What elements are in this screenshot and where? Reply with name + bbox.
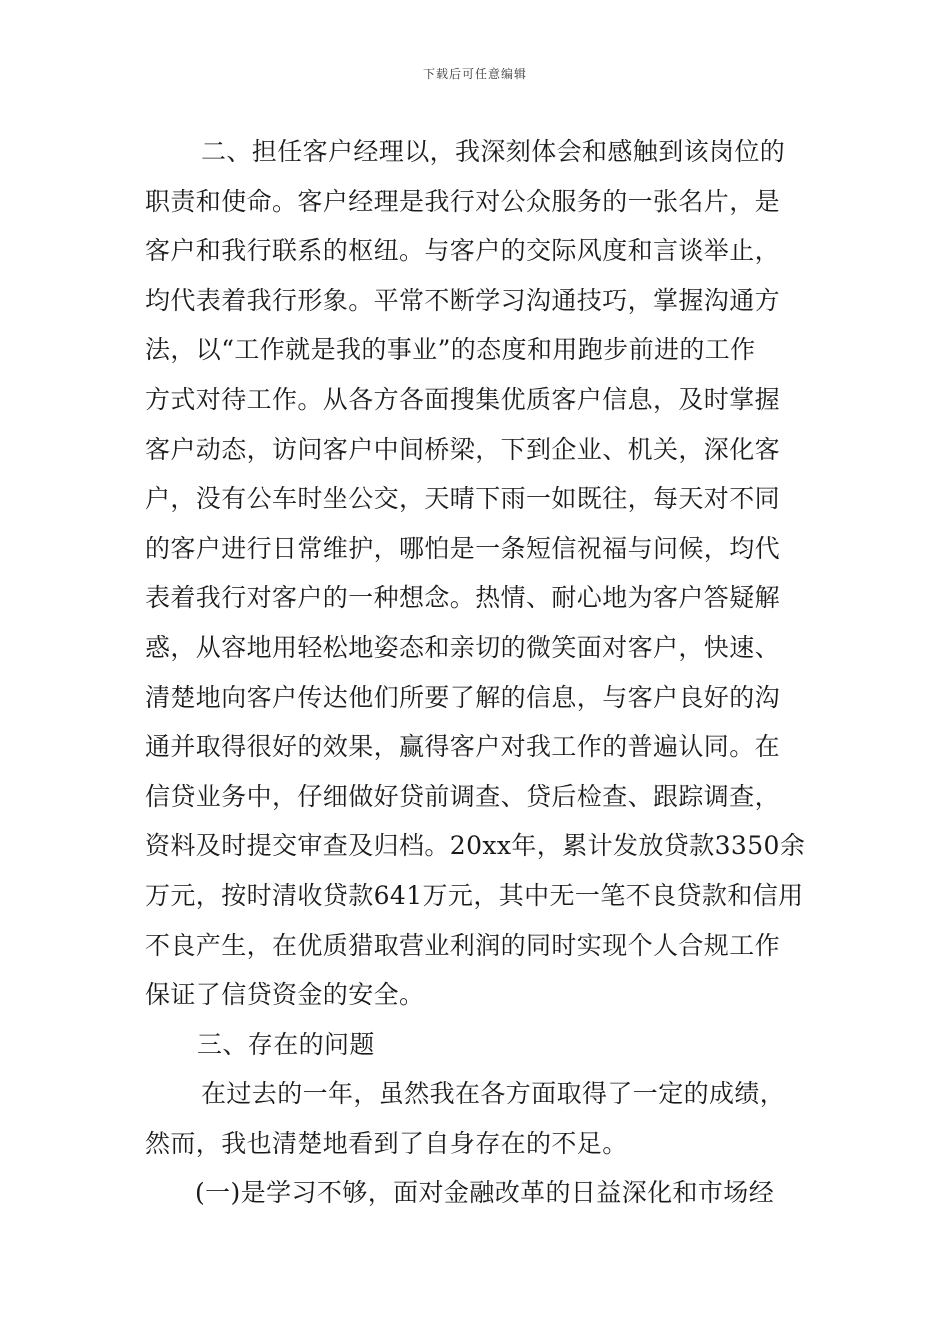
- document-body: [145, 127, 815, 1218]
- paragraph-line: 惑，从容地用轻松地姿态和亲切的微笑面对客户，快速、: [145, 632, 781, 662]
- paragraph-line: 通并取得很好的效果，赢得客户对我工作的普遍认同。在: [145, 732, 781, 762]
- paragraph-line: 均代表着我行形象。平常不断学习沟通技巧，掌握沟通方: [145, 285, 781, 315]
- paragraph-line: 户，没有公车时坐公交，天晴下雨一如既往，每天对不同: [145, 484, 781, 514]
- paragraph-line: 资料及时提交审查及归档。20xx年，累计发放贷款3350余: [145, 831, 806, 861]
- paragraph-line: 二、担任客户经理以，我深刻体会和感触到该岗位的: [201, 137, 786, 166]
- paragraph-line: 的客户进行日常维护，哪怕是一条短信祝福与问候，均代: [145, 533, 781, 563]
- paragraph-line: 万元，按时清收贷款641万元，其中无一笔不良贷款和信用: [145, 880, 804, 910]
- paragraph-line: 在过去的一年，虽然我在各方面取得了一定的成绩，: [201, 1079, 786, 1109]
- paragraph-line: 方式对待工作。从各方各面搜集优质客户信息，及时掌握: [145, 384, 781, 414]
- paragraph-line: 然而，我也清楚地看到了自身存在的不足。: [145, 1128, 628, 1158]
- paragraph-line: 表着我行对客户的一种想念。热情、耐心地为客户答疑解: [145, 583, 781, 613]
- paragraph-line: 职责和使命。客户经理是我行对公众服务的一张名片，是: [145, 186, 781, 216]
- paragraph-line: 信贷业务中，仔细做好贷前调查、贷后检查、跟踪调查，: [145, 781, 781, 811]
- page-header: 下载后可任意编辑: [422, 67, 527, 81]
- paragraph-line: (一)是学习不够，面对金融改革的日益深化和市场经: [195, 1178, 775, 1208]
- paragraph-line: 清楚地向客户传达他们所要了解的信息，与客户良好的沟: [145, 682, 781, 712]
- paragraph-line: 客户和我行联系的枢纽。与客户的交际风度和言谈举止，: [145, 236, 781, 266]
- paragraph-line: 不良产生，在优质猎取营业利润的同时实现个人合规工作: [145, 930, 781, 960]
- paragraph-line: 法，以“工作就是我的事业”的态度和用跑步前进的工作: [145, 335, 756, 365]
- paragraph-line: 保证了信贷资金的安全。: [145, 980, 425, 1010]
- section-heading: 三、存在的问题: [197, 1029, 375, 1059]
- paragraph-line: 客户动态，访问客户中间桥梁，下到企业、机关，深化客: [145, 434, 781, 464]
